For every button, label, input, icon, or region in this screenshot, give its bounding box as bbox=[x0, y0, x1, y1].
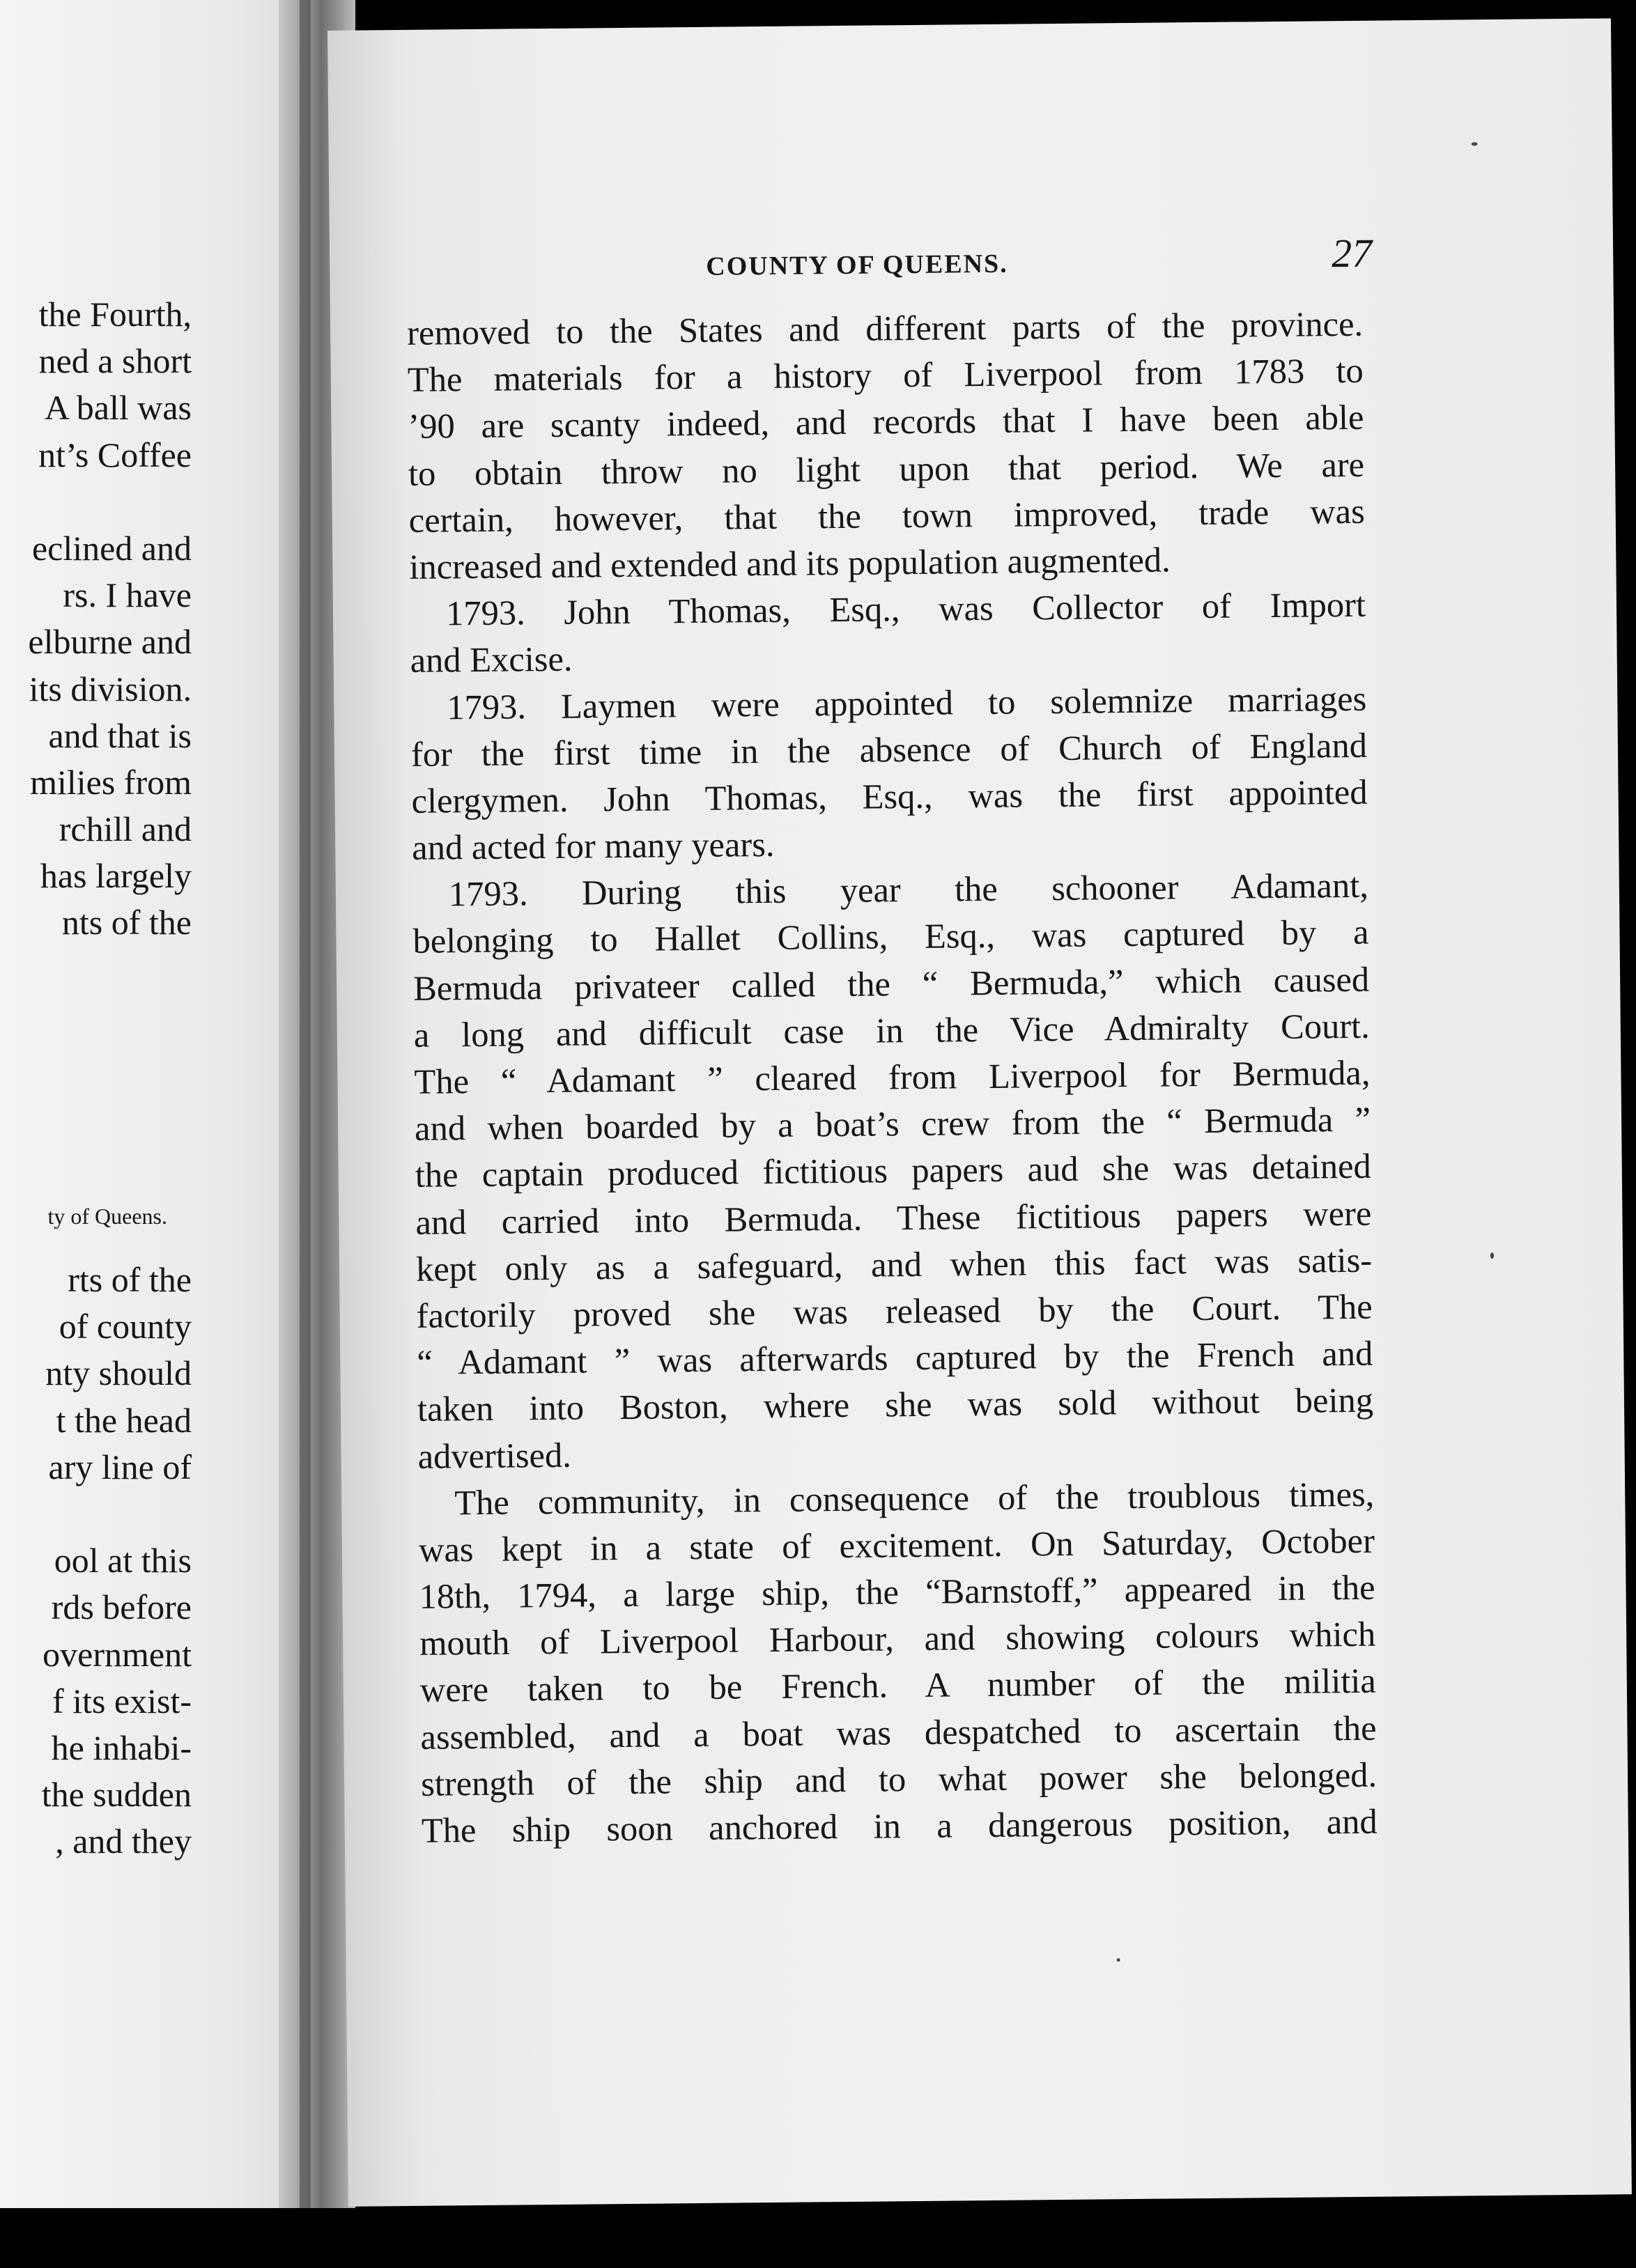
text-line: advertised. bbox=[417, 1435, 572, 1476]
left-facing-page bbox=[0, 0, 314, 2216]
book-spine-edge bbox=[300, 0, 311, 2229]
left-line: rts of the bbox=[68, 1260, 192, 1299]
left-line: ned a short bbox=[38, 341, 192, 381]
text-line: 1793. John Thomas, Esq., was Collector of Import bbox=[445, 584, 1366, 633]
left-page-upper-text bbox=[0, 291, 192, 947]
left-line: has largely bbox=[40, 856, 192, 896]
left-line: nts of the bbox=[61, 903, 192, 942]
left-line: , and they bbox=[55, 1822, 192, 1861]
text-line: for the first time in the absence of Church of England bbox=[410, 725, 1368, 774]
left-line: nt’s Coffee bbox=[38, 435, 192, 474]
text-line: “ Adamant ” was afterwards captured by the French and bbox=[417, 1333, 1373, 1382]
scan-speck bbox=[1472, 142, 1478, 146]
left-line: rds before bbox=[51, 1587, 192, 1627]
text-line: were taken to be French. A number of the militia bbox=[419, 1661, 1377, 1710]
scan-speck bbox=[1490, 1252, 1494, 1259]
left-line: he inhabi- bbox=[51, 1727, 192, 1767]
text-line: kept only as a safeguard, and when this fact was satis- bbox=[415, 1240, 1373, 1289]
scan-border-bottom bbox=[0, 2208, 1636, 2268]
left-line: eclined and bbox=[31, 528, 192, 568]
text-line: and acted for many years. bbox=[411, 824, 775, 867]
left-line: elburne and bbox=[28, 622, 192, 662]
text-line: The materials for a history of Liverpool from 1783 to bbox=[407, 350, 1364, 400]
text-line: removed to the States and different parts of the province. bbox=[406, 304, 1364, 352]
right-page bbox=[327, 18, 1632, 2207]
left-line: overnment bbox=[43, 1634, 192, 1674]
left-line: nty should bbox=[45, 1353, 192, 1393]
left-line bbox=[0, 479, 192, 525]
text-line: increased and extended and its population augmented. bbox=[409, 540, 1171, 587]
text-line: the captain produced fictitious papers aud she was detained bbox=[415, 1147, 1371, 1195]
running-head: COUNTY OF QUEENS. bbox=[706, 249, 1008, 281]
left-line: ool at this bbox=[54, 1541, 192, 1580]
text-line: belonging to Hallet Collins, Esq., was captured by a bbox=[412, 912, 1369, 961]
text-line: certain, however, that the town improved, trade was bbox=[408, 491, 1365, 540]
text-line: ’90 are scanty indeed, and records that I have been able bbox=[408, 398, 1364, 446]
left-line: A ball was bbox=[44, 388, 192, 428]
text-line: 18th, 1794, a large ship, the “Barnstoff,” appeared in the bbox=[419, 1567, 1375, 1616]
left-page-caption: ty of Queens. bbox=[47, 1204, 167, 1229]
text-line: factorily proved she was released by the Court. The bbox=[416, 1287, 1373, 1335]
text-line: and when boarded by a boat’s crew from the “ Bermuda ” bbox=[414, 1099, 1371, 1149]
page-body bbox=[407, 301, 1378, 1854]
left-line: its division. bbox=[29, 669, 192, 708]
text-line: strength of the ship and to what power she belonged. bbox=[420, 1755, 1378, 1803]
text-line: assembled, and a boat was despatched to ascertain the bbox=[420, 1708, 1377, 1757]
page-number: 27 bbox=[1331, 230, 1373, 277]
text-line: 1793. Laymen were appointed to solemnize marriages bbox=[447, 678, 1367, 727]
left-line: milies from bbox=[30, 762, 192, 802]
text-line: was kept in a state of excitement. On Saturday, October bbox=[418, 1521, 1375, 1569]
text-line: taken into Boston, where she was sold without being bbox=[417, 1380, 1374, 1429]
text-line: mouth of Liverpool Harbour, and showing colours which bbox=[419, 1614, 1376, 1663]
page-header bbox=[706, 226, 1632, 298]
left-page-lower-text bbox=[0, 1257, 192, 1865]
left-line: ary line of bbox=[48, 1447, 192, 1486]
left-line: of county bbox=[59, 1307, 192, 1346]
left-line: the Fourth, bbox=[38, 295, 192, 334]
text-line: The “ Adamant ” cleared from Liverpool for Bermuda, bbox=[414, 1053, 1371, 1101]
text-line: clergymen. John Thomas, Esq., was the first appointed bbox=[411, 772, 1368, 821]
left-line: rchill and bbox=[59, 809, 192, 849]
text-line: and Excise. bbox=[410, 639, 573, 681]
left-line: the sudden bbox=[41, 1775, 192, 1815]
text-line: Bermuda privateer called the “ Bermuda,” which caused bbox=[412, 959, 1370, 1008]
left-line: and that is bbox=[48, 715, 192, 755]
scan-speck bbox=[1117, 1958, 1120, 1962]
text-line: The ship soon anchored in a dangerous position, and bbox=[421, 1801, 1378, 1850]
left-line: rs. I have bbox=[63, 575, 192, 615]
left-line: f its exist- bbox=[52, 1681, 192, 1721]
left-line: t the head bbox=[56, 1400, 192, 1440]
text-line: and carried into Bermuda. These fictitious papers were bbox=[415, 1193, 1372, 1242]
text-line: to obtain throw no light upon that period. We are bbox=[408, 444, 1365, 493]
text-line: The community, in consequence of the troublous times, bbox=[454, 1474, 1375, 1523]
text-line: a long and difficult case in the Vice Admiralty Court. bbox=[413, 1006, 1371, 1055]
left-line bbox=[0, 1491, 192, 1537]
text-line: 1793. During this year the schooner Adamant, bbox=[448, 865, 1369, 914]
